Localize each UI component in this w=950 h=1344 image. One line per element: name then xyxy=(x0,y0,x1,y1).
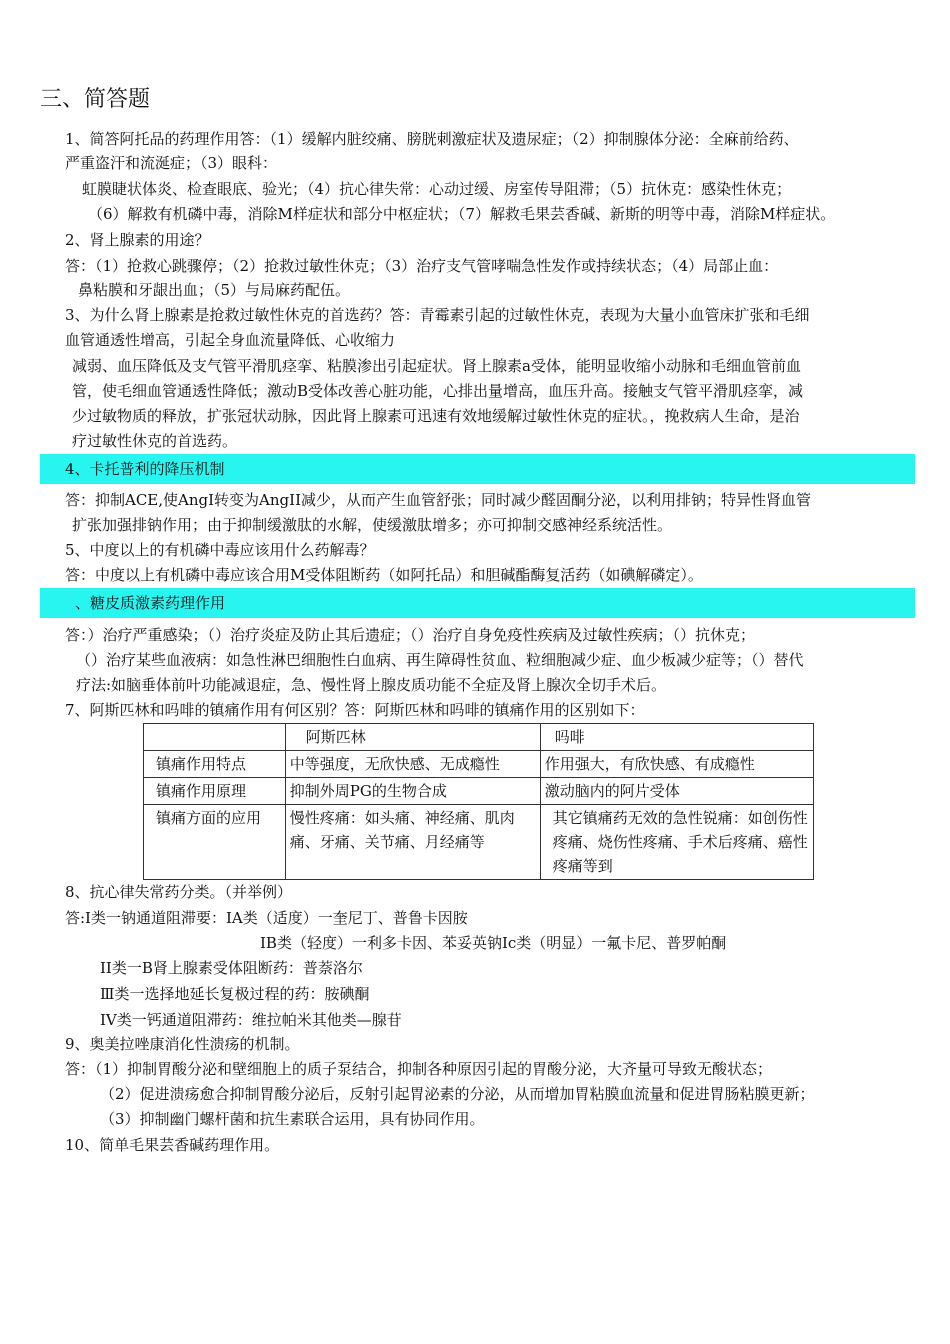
q9-answer-3: （3）抑制幽门螺杆菌和抗生素联合运用，具有协同作用。 xyxy=(100,1110,485,1128)
q3-line-3: 减弱、血压降低及支气管平滑肌痉挛、粘膜渗出引起症状。肾上腺素a受体，能明显收缩小动脉和毛细血管前血 xyxy=(72,357,801,375)
analgesic-comparison-table xyxy=(143,723,814,880)
q2-answer-1: 答：（1）抢救心跳骤停；（2）抢救过敏性休克；（3）治疗支气管哮喘急性发作或持续状态；（4）局部止血： xyxy=(65,257,779,275)
q5-question: 5、中度以上的有机磷中毒应该用什么药解毒？ xyxy=(65,541,375,559)
q8-line-5: IV类一钙通道阻滞药：维拉帕米其他类—腺苷 xyxy=(100,1011,402,1029)
q7-question: 7、阿斯匹林和吗啡的镇痛作用有何区别？答：阿斯匹林和吗啡的镇痛作用的区别如下： xyxy=(65,701,645,719)
q4-answer-2: 扩张加强排钠作用；由于抑制缓激肽的水解，使缓激肽增多；亦可抑制交感神经系统活性。 xyxy=(72,516,673,534)
table-cell: 镇痛作用特点 xyxy=(144,751,286,778)
q4-answer-1: 答：抑制ACE,使AngI转变为AngII减少，从而产生血管舒张；同时减少醛固酮分泌，以利用排钠；特异性肾血管 xyxy=(65,491,811,509)
q8-line-4: Ⅲ类一选择地延长复极过程的药：胺碘酮 xyxy=(100,985,370,1003)
table-header-cell xyxy=(144,724,286,751)
q3-line-4: 管，使毛细血管通透性降低；激动B受体改善心脏功能，心排出量增高，血压升高。接触支气管平滑肌痉挛，减 xyxy=(72,382,804,400)
q8-line-3: II类一B肾上腺素受体阻断药：普萘洛尔 xyxy=(100,959,363,977)
table-cell: 作用强大，有欣快感、有成瘾性 xyxy=(540,751,813,778)
q6-answer-1: 答：）治疗严重感染；（）治疗炎症及防止其后遗症；（）治疗自身免疫性疾病及过敏性疾病；（）抗休克； xyxy=(65,626,756,644)
q2-answer-2: 鼻粘膜和牙龈出血；（5）与局麻药配伍。 xyxy=(78,281,351,299)
q8-line-2: IB类（轻度）一利多卡因、苯妥英钠Ic类（明显）一氟卡尼、普罗帕酮 xyxy=(260,934,727,952)
table-row xyxy=(144,751,814,778)
q3-line-1: 3、为什么肾上腺素是抢救过敏性休克的首选药？答：青霉素引起的过敏性休克，表现为大量小血管床扩张和毛细 xyxy=(65,306,810,324)
q10-question: 10、简单毛果芸香碱药理作用。 xyxy=(65,1136,280,1154)
q9-answer-2: （2）促进溃疡愈合抑制胃酸分泌后，反射引起胃泌素的分泌，从而增加胃粘膜血流量和促进胃肠粘膜更新； xyxy=(100,1085,815,1103)
q8-line-1: 答:I类一钠通道阻滞要：IA类（适度）一奎尼丁、普鲁卡因胺 xyxy=(65,909,468,927)
table-cell: 其它镇痛药无效的急性锐痛：如创伤性疼痛、烧伤性疼痛、手术后疼痛、癌性疼痛等到 xyxy=(540,805,813,880)
table-header-cell: 阿斯匹林 xyxy=(285,724,540,751)
table-row xyxy=(144,805,814,880)
table-cell: 镇痛方面的应用 xyxy=(144,805,286,880)
table-cell: 中等强度，无欣快感、无成瘾性 xyxy=(285,751,540,778)
q6-question: 、糖皮质激素药理作用 xyxy=(75,594,226,612)
q6-answer-2: （）治疗某些血液病：如急性淋巴细胞性白血病、再生障碍性贫血、粒细胞减少症、血少板减少症等；（）替代 xyxy=(76,651,804,669)
q1-line-2: 严重盗汗和流涎症；（3）眼科： xyxy=(65,154,278,172)
table-header-cell: 吗啡 xyxy=(540,724,813,751)
q3-line-6: 疗过敏性休克的首选药。 xyxy=(72,432,238,450)
table-cell: 慢性疼痛：如头痛、神经痛、肌肉痛、牙痛、关节痛、月经痛等 xyxy=(285,805,540,880)
table-cell: 激动脑内的阿片受体 xyxy=(540,778,813,805)
q1-line-3: 虹膜睫状体炎、检查眼底、验光；（4）抗心律失常：心动过缓、房室传导阻滞；（5）抗休克：感染性休克； xyxy=(82,180,792,198)
q1-line-4: （6）解救有机磷中毒，消除M样症状和部分中枢症状；（7）解救毛果芸香碱、新斯的明等中毒，消除M样症状。 xyxy=(88,205,836,223)
q1-line-1: 1、简答阿托品的药理作用答：（1）缓解内脏绞痛、膀胱刺激症状及遗尿症；（2）抑制腺体分泌：全麻前给药、 xyxy=(65,130,799,148)
section-title: 三、简答题 xyxy=(40,87,151,112)
q6-answer-3: 疗法:如脑垂体前叶功能减退症，急、慢性肾上腺皮质功能不全症及肾上腺次全切手术后。 xyxy=(76,676,667,694)
q9-question: 9、奥美拉唑康消化性溃疡的机制。 xyxy=(65,1035,300,1053)
q9-answer-1: 答：（1）抑制胃酸分泌和壁细胞上的质子泵结合，抑制各种原因引起的胃酸分泌，大齐量可导致无酸状态； xyxy=(65,1060,773,1078)
q3-line-2: 血管通透性增高，引起全身血流量降低、心收缩力 xyxy=(65,331,396,349)
q5-answer: 答：中度以上有机磷中毒应该合用M受体阻断药（如阿托品）和胆碱酯酶复活药（如碘解磷定）。 xyxy=(65,566,703,584)
table-cell: 镇痛作用原理 xyxy=(144,778,286,805)
q3-line-5: 少过敏物质的释放，扩张冠状动脉，因此肾上腺素可迅速有效地缓解过敏性休克的症状。，挽救病人生命，是治 xyxy=(72,407,800,425)
table-row xyxy=(144,778,814,805)
q4-question: 4、卡托普利的降压机制 xyxy=(65,460,225,478)
table-cell: 抑制外周PG的生物合成 xyxy=(285,778,540,805)
table-header-row xyxy=(144,724,814,751)
q2-question: 2、肾上腺素的用途？ xyxy=(65,231,210,249)
q8-question: 8、抗心律失常药分类。（并举例） xyxy=(65,883,293,901)
